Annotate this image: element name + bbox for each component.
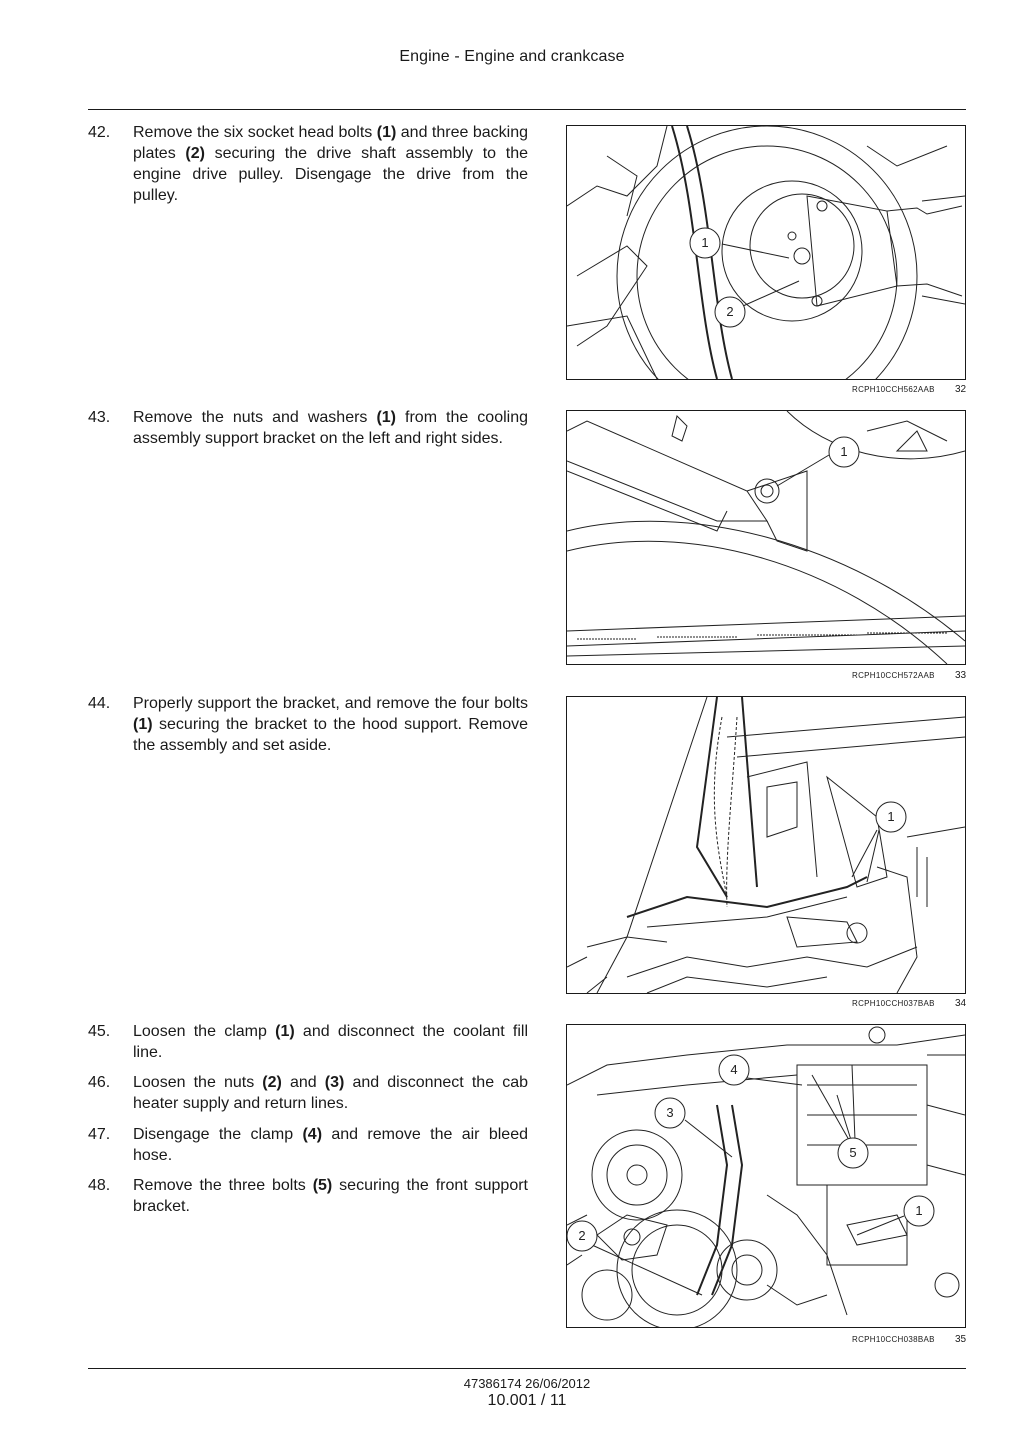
text-run: and xyxy=(281,1074,325,1091)
step-number: 48. xyxy=(88,1177,111,1194)
figure-code: RCPH10CCH037BAB xyxy=(852,999,935,1008)
callout-reference: (3) xyxy=(324,1074,345,1091)
callout-reference: (1) xyxy=(376,409,396,426)
text-run: Properly support the bracket, and remove the four bolts xyxy=(133,695,528,712)
callout-5 xyxy=(812,1065,868,1168)
step-43 xyxy=(88,407,528,449)
text-run: Remove the nuts and washers xyxy=(133,409,377,426)
svg-text:1: 1 xyxy=(915,1203,923,1218)
figure-code: RCPH10CCH562AAB xyxy=(852,385,935,394)
text-run: Disengage the clamp xyxy=(133,1126,303,1143)
step-number: 42. xyxy=(88,124,111,141)
step-number: 47. xyxy=(88,1126,111,1143)
text-run: Loosen the nuts xyxy=(133,1074,263,1091)
figure-35-coolant-heater-lines xyxy=(566,1024,966,1328)
text-run: and disconnect the coolant fill line. xyxy=(133,1023,529,1061)
step-number: 44. xyxy=(88,695,111,712)
text-run: Loosen the clamp xyxy=(133,1023,276,1040)
step-47 xyxy=(88,1124,528,1166)
callout-1 xyxy=(690,228,789,258)
figure-32-drive-shaft-pulley xyxy=(566,125,966,380)
step-number: 46. xyxy=(88,1074,111,1091)
footer-page-number: 10.001 / 11 xyxy=(487,1392,567,1409)
callout-reference: (1) xyxy=(376,124,397,141)
text-run: securing the bracket to the hood support. Remove the assembly and set aside. xyxy=(133,716,528,754)
callout-4 xyxy=(719,1055,802,1085)
text-run: securing the drive shaft assembly to the engine drive pulley. Disengage the drive from the pulley. xyxy=(133,145,529,204)
svg-text:1: 1 xyxy=(701,235,709,250)
page-header-title: Engine - Engine and crankcase xyxy=(399,48,625,65)
text-run: from the cooling assembly support bracket on the left and right sides. xyxy=(133,409,529,447)
svg-text:1: 1 xyxy=(840,444,848,459)
figure-code: RCPH10CCH572AAB xyxy=(852,671,935,680)
callout-reference: (1) xyxy=(275,1023,295,1040)
footer-rule xyxy=(88,1368,966,1369)
svg-text:4: 4 xyxy=(730,1062,738,1077)
figure-33-cooling-bracket xyxy=(566,410,966,665)
text-run: and disconnect the cab heater supply and return lines. xyxy=(133,1074,528,1112)
callout-reference: (5) xyxy=(312,1177,333,1194)
svg-text:5: 5 xyxy=(849,1145,857,1160)
figure-number: 32 xyxy=(955,384,967,395)
text-run: Remove the three bolts xyxy=(133,1177,313,1194)
figure-number: 34 xyxy=(955,998,967,1009)
step-42 xyxy=(88,122,528,206)
step-46 xyxy=(88,1072,528,1114)
step-text xyxy=(133,693,528,756)
header-rule xyxy=(88,109,966,110)
step-44 xyxy=(88,693,528,756)
callout-reference: (4) xyxy=(302,1126,323,1143)
svg-text:2: 2 xyxy=(578,1228,586,1243)
figure-number: 35 xyxy=(955,1334,967,1345)
svg-text:2: 2 xyxy=(726,304,734,319)
svg-text:1: 1 xyxy=(887,809,895,824)
text-run: and three backing plates xyxy=(133,124,528,162)
step-text xyxy=(133,1021,528,1063)
step-text xyxy=(133,1124,528,1166)
footer-doc-ref: 47386174 26/06/2012 xyxy=(463,1376,591,1391)
svg-text:3: 3 xyxy=(666,1105,674,1120)
step-text xyxy=(133,1072,528,1114)
step-text xyxy=(133,407,528,449)
callout-2 xyxy=(715,281,799,327)
step-48 xyxy=(88,1175,528,1217)
callout-1 xyxy=(777,437,859,486)
figure-number: 33 xyxy=(955,670,967,681)
callout-reference: (2) xyxy=(185,145,205,162)
text-run: Remove the six socket head bolts xyxy=(133,124,377,141)
callout-reference: (1) xyxy=(133,716,153,733)
text-run: securing the front support bracket. xyxy=(133,1177,528,1215)
callout-reference: (2) xyxy=(262,1074,282,1091)
callout-1 xyxy=(852,802,906,882)
step-number: 45. xyxy=(88,1023,111,1040)
step-text xyxy=(133,122,528,206)
step-number: 43. xyxy=(88,409,111,426)
figure-34-bracket-hood-support xyxy=(566,696,966,994)
text-run: and remove the air bleed hose. xyxy=(133,1126,528,1164)
figure-code: RCPH10CCH038BAB xyxy=(852,1335,935,1344)
step-45 xyxy=(88,1021,528,1063)
step-text xyxy=(133,1175,528,1217)
